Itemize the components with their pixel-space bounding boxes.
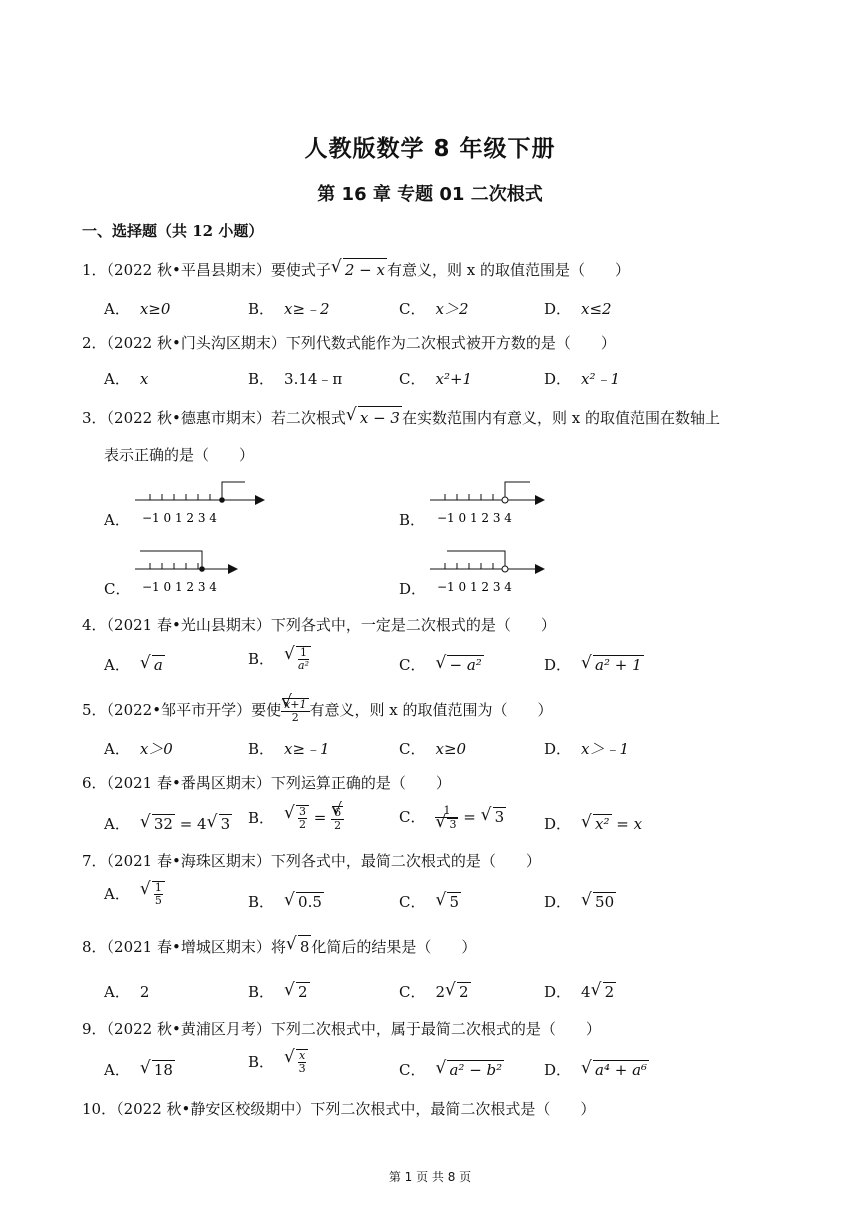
tick-labels: −1 0 1 2 3 4 <box>437 511 512 525</box>
option-b: B． x≥﹣1 <box>248 740 330 758</box>
option-b: B．√ 2 <box>248 981 310 1002</box>
option-c: C． x²+1 <box>399 370 473 388</box>
question-9 <box>82 1018 601 1040</box>
tick-labels: −1 0 1 2 3 4 <box>142 511 217 525</box>
question-text: （2021 春•光山县期末）下列各式中，一定是二次根式的是（ ） <box>106 616 556 634</box>
option-d: D．√ 50 <box>544 891 616 912</box>
option-c: C．√ 5 <box>399 891 461 912</box>
option-c: C． <box>104 580 131 598</box>
question-number: 1． <box>82 261 107 279</box>
question-8 <box>82 935 476 958</box>
question-number: 6． <box>82 774 107 792</box>
question-1 <box>82 258 630 281</box>
question-number: 7． <box>82 852 107 870</box>
option-a: A．√ 18 <box>104 1059 175 1080</box>
tick-labels: −1 0 1 2 3 4 <box>142 580 217 594</box>
question-10 <box>82 1098 595 1120</box>
question-3-cont: 表示正确的是（ ） <box>104 446 255 464</box>
page-subtitle: 第 16 章 专题 01 二次根式 <box>317 184 543 205</box>
option-a: A． √ $\frac{1}{5}$ <box>104 881 165 907</box>
question-4 <box>82 614 556 636</box>
option-b: B． √ $\frac{3}{2}$ = √ $\frac{6}{2}$ <box>248 805 344 832</box>
option-b: B．√ 0.5 <box>248 891 324 912</box>
question-text: （2022 秋•门头沟区期末）下列代数式能作为二次根式被开方数的是（ ） <box>106 334 616 352</box>
question-text: 化简后的结果是（ ） <box>311 938 477 956</box>
option-d: D． 4√ 2 <box>544 981 616 1002</box>
number-line-b <box>425 478 565 528</box>
option-b: B． 3.14﹣π <box>248 370 343 388</box>
fraction: √ $\frac{x+1}{2}$ <box>281 698 309 724</box>
option-c: C． x≥0 <box>399 740 467 758</box>
question-number: 3． <box>82 409 107 427</box>
option-d: D．√ x² = x <box>544 813 642 834</box>
option-d: D．√ a² + 1 <box>544 654 644 675</box>
question-number: 2． <box>82 334 107 352</box>
question-text: （2022•邹平市开学）要使 <box>106 701 282 719</box>
option-d: D． x²﹣1 <box>544 370 621 388</box>
option-d: D． <box>399 580 427 598</box>
radical: √ 8 <box>286 935 312 958</box>
option-d: D． x≤2 <box>544 300 612 318</box>
question-text: 有意义，则 x 的取值范围是（ ） <box>386 261 630 279</box>
option-c: C． 1 √ 3 = √ 3 <box>399 805 506 831</box>
question-2 <box>82 332 616 354</box>
number-line-c <box>130 547 270 597</box>
question-text: 有意义，则 x 的取值范围为（ ） <box>309 701 553 719</box>
option-a: A． x <box>104 370 149 388</box>
option-d: D．√ a⁴ + a⁶ <box>544 1059 649 1080</box>
question-number: 8． <box>82 938 107 956</box>
option-c: C．√ a² − b² <box>399 1059 504 1080</box>
question-3 <box>82 406 720 429</box>
option-a: A．√ a <box>104 654 165 675</box>
question-text: （2022 秋•静安区校级期中）下列二次根式中，最简二次根式是（ ） <box>116 1100 596 1118</box>
question-number: 4． <box>82 616 107 634</box>
option-a: A． x＞0 <box>104 740 173 758</box>
page-title: 人教版数学 8 年级下册 <box>304 136 556 162</box>
question-text: （2021 春•海珠区期末）下列各式中，最简二次根式的是（ ） <box>106 852 541 870</box>
option-b: B． √ $\frac{x}{3}$ <box>248 1049 308 1075</box>
question-text: （2022 秋•平昌县期末）要使式子 <box>106 261 331 279</box>
option-a: A． 2 <box>104 983 150 1001</box>
question-text: （2022 秋•德惠市期末）若二次根式 <box>106 409 346 427</box>
question-text: （2022 秋•黄浦区月考）下列二次根式中，属于最简二次根式的是（ ） <box>106 1020 601 1038</box>
question-5 <box>82 698 553 724</box>
option-d: D． x＞﹣1 <box>544 740 630 758</box>
question-7 <box>82 850 541 872</box>
option-c: C． 2√ 2 <box>399 981 471 1002</box>
question-number: 9． <box>82 1020 107 1038</box>
question-text: （2021 春•番禺区期末）下列运算正确的是（ ） <box>106 774 451 792</box>
option-b: B． <box>399 511 426 529</box>
option-b: B． x≥﹣2 <box>248 300 330 318</box>
option-a: A． x≥0 <box>104 300 171 318</box>
option-b: B． √ $\frac{1}{\text{a²}}$ <box>248 646 311 672</box>
question-text: 在实数范围内有意义，则 x 的取值范围在数轴上 <box>401 409 720 427</box>
number-line-d <box>425 547 565 597</box>
option-a: A．√ 32 = 4√ 3 <box>104 813 232 834</box>
radical: √ 2 − x <box>331 258 387 281</box>
tick-labels: −1 0 1 2 3 4 <box>437 580 512 594</box>
radical: √ x − 3 <box>346 406 402 429</box>
question-number: 5． <box>82 701 107 719</box>
option-c: C．√ − a² <box>399 654 484 675</box>
question-text: （2021 春•增城区期末）将 <box>106 938 286 956</box>
number-line-a <box>130 478 270 528</box>
question-number: 10． <box>82 1100 117 1118</box>
section-heading: 一、选择题（共 12 小题） <box>82 222 264 240</box>
question-6 <box>82 772 451 794</box>
page-footer: 第 1 页 共 8 页 <box>388 1170 472 1184</box>
option-c: C． x＞2 <box>399 300 469 318</box>
option-a: A． <box>104 511 130 529</box>
